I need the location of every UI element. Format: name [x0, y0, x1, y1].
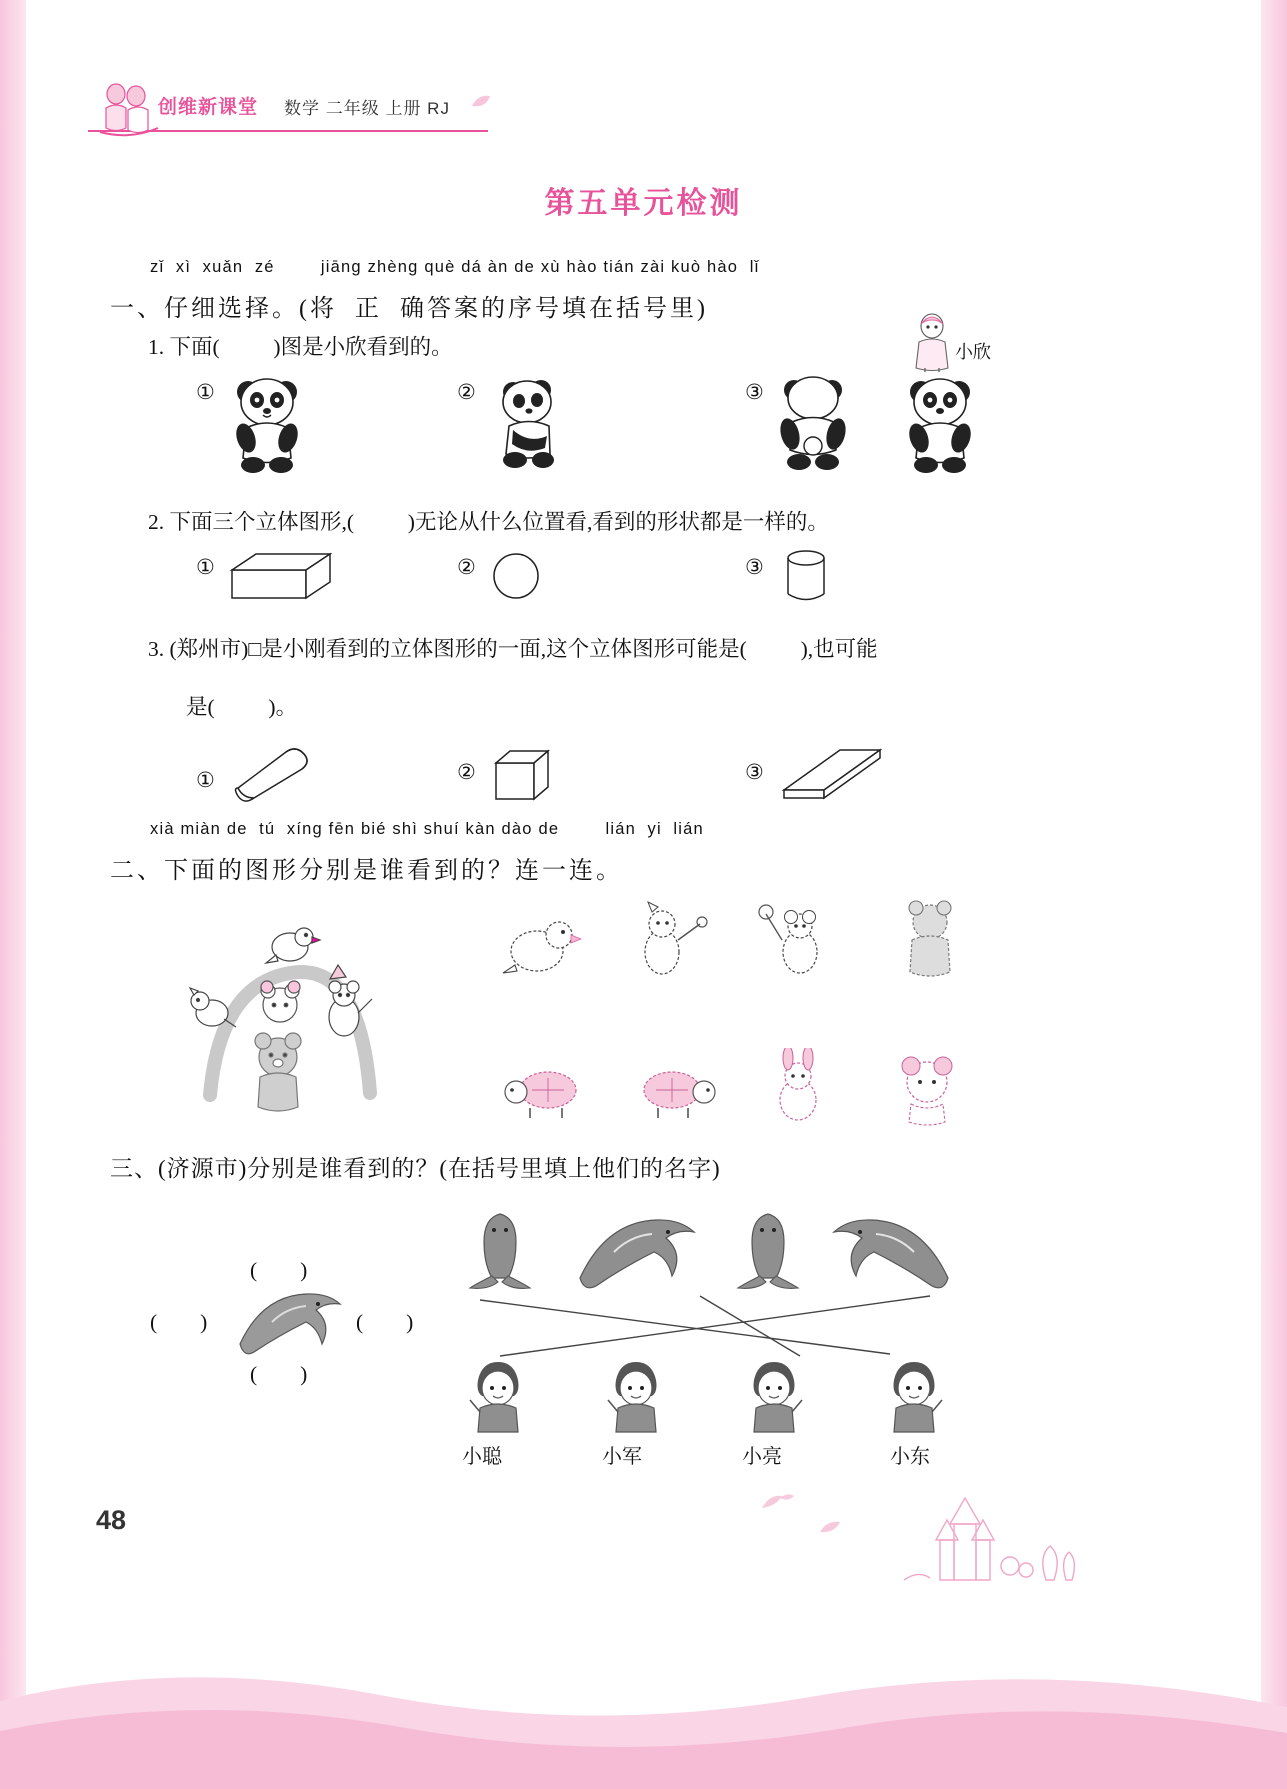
view-critter-icon: [628, 900, 714, 980]
question-3-text-2: 是( )。: [186, 695, 298, 719]
question-2-option-2-label: ②: [457, 555, 476, 579]
view-bird-icon: [497, 905, 583, 981]
panda-front-icon: [222, 370, 312, 475]
dolphin-view-2-icon: [570, 1208, 700, 1296]
xiaoxin-figure-icon: [905, 310, 959, 372]
view-turtle-left-icon: [500, 1058, 592, 1124]
view-flower-bear-icon: [885, 1048, 969, 1126]
subject-line: 数学 二年级 上册 RJ: [284, 99, 450, 118]
footer-petal-icon: [818, 1518, 844, 1538]
question-2-option-1-label: ①: [196, 555, 215, 579]
footer-bird-icon: [758, 1490, 798, 1516]
section-3-blank-left: ( ): [150, 1310, 208, 1334]
dolphin-view-4-icon: [828, 1208, 958, 1296]
panda-extra-icon: [895, 370, 985, 475]
kid-1-label: 小聪: [462, 1446, 502, 1468]
cube-shape-icon: [490, 745, 560, 807]
section-2-pinyin: xià miàn de tú xíng fēn bié shì shuí kàn dào de lián yi lián: [150, 820, 704, 838]
panda-back-icon: [772, 370, 858, 472]
kid-3-label: 小亮: [742, 1446, 782, 1468]
section-3-blank-top: ( ): [250, 1258, 308, 1282]
question-3-option-2-label: ②: [457, 760, 476, 784]
footer-wave-decoration: [0, 1639, 1287, 1789]
question-1-option-1-label: ①: [196, 380, 215, 404]
question-3-text: 3. (郑州市)□是小刚看到的立体图形的一面,这个立体图形可能是( ),也可能: [148, 637, 878, 661]
view-turtle-right-icon: [630, 1058, 722, 1124]
rounded-prism-icon: [228, 740, 328, 802]
view-rabbit-icon: [758, 1048, 838, 1126]
page-number: 48: [96, 1505, 127, 1535]
panda-side-icon: [483, 372, 571, 472]
question-2-text: 2. 下面三个立体图形,( )无论从什么位置看,看到的形状都是一样的。: [148, 510, 829, 534]
kid-2-label: 小军: [602, 1446, 642, 1468]
question-1-option-3-label: ③: [745, 380, 764, 404]
dolphin-center-icon: [232, 1282, 352, 1368]
cuboid-shape-icon: [228, 548, 336, 606]
section-1-heading: 一、仔细选择。(将 正 确答案的序号填在括号里): [110, 296, 708, 322]
question-1-option-2-label: ②: [457, 380, 476, 404]
question-1-text: 1. 下面( )图是小欣看到的。: [148, 335, 453, 359]
kid-4-icon: [878, 1358, 948, 1434]
question-2-option-3-label: ③: [745, 555, 764, 579]
brand-name: 创维新课堂: [158, 97, 259, 118]
section-3-blank-right: ( ): [356, 1310, 414, 1334]
sphere-shape-icon: [490, 550, 546, 606]
view-bear-back-icon: [890, 898, 970, 980]
cylinder-shape-icon: [778, 546, 840, 610]
long-prism-icon: [778, 740, 888, 802]
section-2-heading: 二、下面的图形分别是谁看到的？连一连。: [110, 858, 623, 884]
dolphin-view-3-icon: [730, 1208, 806, 1292]
section-1-pinyin: zǐ xì xuǎn zé jiāng zhèng què dá àn de xù hào tián zài kuò hào lǐ: [150, 258, 760, 276]
kid-4-label: 小东: [890, 1446, 930, 1468]
kid-2-icon: [600, 1358, 670, 1434]
view-mouse-icon: [758, 900, 840, 980]
question-3-option-1-label: ①: [196, 768, 215, 792]
section-3-blank-bottom: ( ): [250, 1362, 308, 1386]
page-title: 第五单元检测: [544, 187, 743, 220]
section-3-heading: 三、(济源市)分别是谁看到的？(在括号里填上他们的名字): [110, 1156, 721, 1181]
section-2-scene: [168, 895, 418, 1125]
kid-1-icon: [462, 1358, 532, 1434]
question-3-option-3-label: ③: [745, 760, 764, 784]
dolphin-view-1-icon: [462, 1208, 538, 1292]
kid-3-icon: [738, 1358, 808, 1434]
xiaoxin-label: 小欣: [955, 342, 991, 362]
footer-castle-icon: [850, 1470, 1080, 1590]
